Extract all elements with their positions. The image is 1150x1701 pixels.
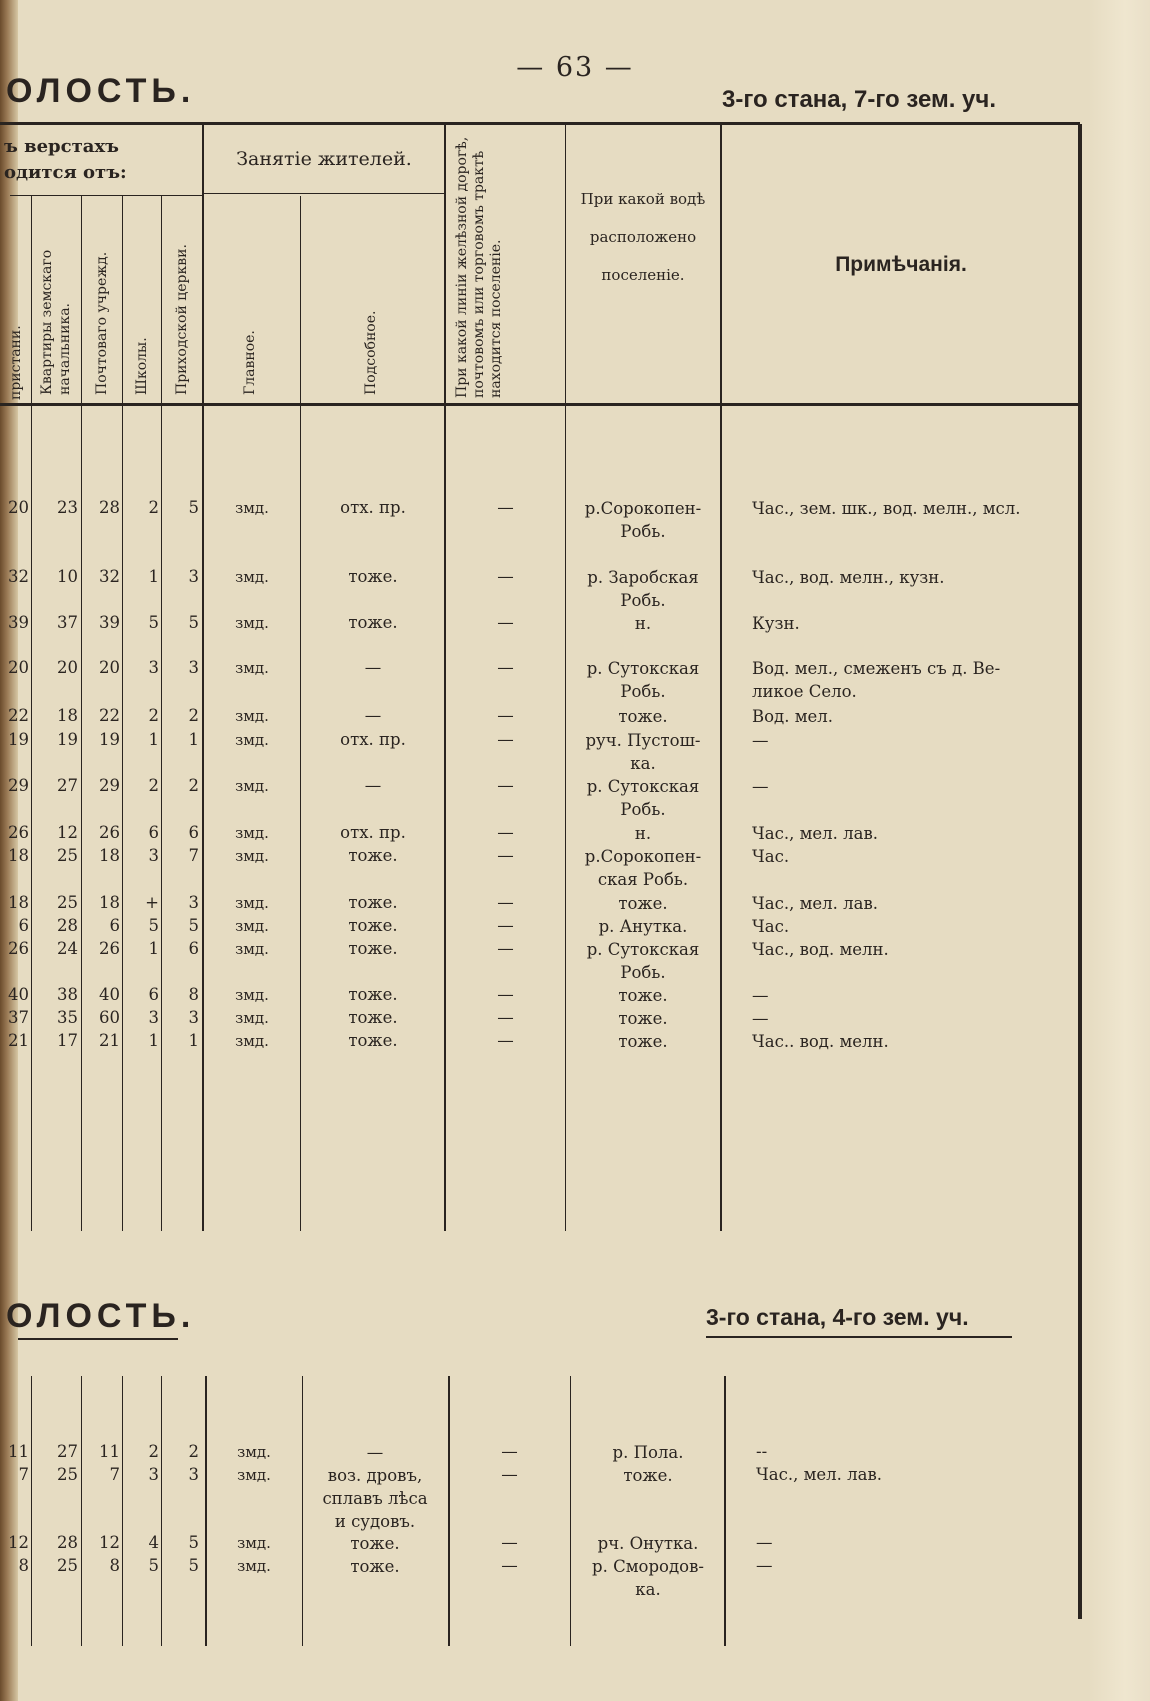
table-cell-c: 26 [99,823,120,842]
table-cell-e: 5 [188,916,199,935]
table-cell-j: — [752,986,769,1005]
table-cell-i: р. Сутокская Робь. [586,659,700,701]
table-cell-a: 26 [8,939,29,958]
table-cell-a: 11 [8,1442,29,1461]
table-cell-c: 11 [99,1442,120,1461]
table-cell-b: 27 [57,1442,78,1461]
table-cell-b: 35 [57,1008,78,1027]
table-cell-h: — [497,985,514,1004]
table-cell-e: 3 [188,1008,199,1027]
distance-group-header: ъ верстахъ одится отъ: [4,136,127,183]
occupation-underline [204,193,444,194]
col-cerkov-header: Приходской церкви. [174,244,190,395]
table-cell-c: 8 [109,1556,120,1575]
table-cell-b: 27 [57,776,78,795]
table-cell-j: — [752,1009,769,1028]
table-cell-f: змд. [235,986,269,1004]
table-cell-d: 3 [148,846,159,865]
volost-title: ОЛОСТЬ. [6,72,196,110]
page-edge [1088,0,1150,1701]
column-divider [444,124,446,1231]
table-cell-i: тоже. [618,986,668,1005]
table-cell-e: 5 [188,498,199,517]
table-cell-d: 2 [148,706,159,725]
table-cell-i: тоже. [618,707,668,726]
table-cell-f: змд. [235,659,269,677]
col-kvartira-header: Квартиры земскаго начальника. [39,249,73,395]
table-cell-i: р. Анутка. [598,917,688,936]
table-cell-e: 2 [188,706,199,725]
column-divider [300,196,301,1231]
table-cell-h: — [501,1556,518,1575]
header-bottom-border [0,403,1080,406]
table-cell-j: Час., вод. мелн. [752,940,889,959]
col-pochta-header: Почтоваго учрежд. [94,251,110,395]
table-cell-d: 1 [148,567,159,586]
column-divider [31,1376,32,1646]
column-divider [81,1376,82,1646]
table-cell-f: змд. [235,568,269,586]
table-cell-g: — [364,706,382,725]
table-cell-i: р. Сутокская Робь. [586,940,700,982]
column-divider [161,196,162,1231]
table-cell-c: 18 [99,846,120,865]
table-cell-b: 12 [57,823,78,842]
table-cell-g: — [364,658,382,677]
table-cell-d: 6 [148,985,159,1004]
table-cell-h: — [497,939,514,958]
table-cell-a: 29 [8,776,29,795]
table-cell-c: 28 [99,498,120,517]
table-cell-e: 3 [188,567,199,586]
volost-title-2: ОЛОСТЬ. [6,1297,196,1335]
table-cell-i: тоже. [618,894,668,913]
table-cell-a: 8 [18,1556,29,1575]
table-cell-i: р. Смородов- ка. [592,1557,704,1599]
table-cell-f: змд. [235,707,269,725]
stan-underline-2 [706,1336,1012,1338]
table-cell-f: змд. [235,777,269,795]
table-cell-f: змд. [237,1557,271,1575]
table-cell-e: 3 [188,893,199,912]
table-cell-e: 1 [188,1031,199,1050]
table-cell-h: — [497,498,514,517]
table-cell-d: 5 [148,613,159,632]
table-cell-e: 3 [188,658,199,677]
column-divider [161,1376,162,1646]
table-cell-i: рч. Онутка. [597,1534,699,1553]
column-divider [122,1376,123,1646]
table-cell-j: Вод. мел. [752,707,834,726]
table-cell-e: 5 [188,1533,199,1552]
column-divider [31,196,32,1231]
table-cell-b: 25 [57,893,78,912]
col-pristan-header: пристани. [8,325,24,400]
table-cell-i: н. [634,824,652,843]
table-cell-j: Час., мел. лав. [752,824,878,843]
table-cell-c: 26 [99,939,120,958]
table-cell-e: 5 [188,613,199,632]
table-cell-c: 22 [99,706,120,725]
table-cell-g: тоже. [348,1031,398,1050]
table-cell-a: 32 [8,567,29,586]
table-cell-c: 19 [99,730,120,749]
page-number: — 63 — [516,52,634,83]
table-cell-g: — [366,1443,384,1462]
column-divider [570,1376,571,1646]
table-cell-h: — [497,916,514,935]
table-cell-h: — [497,613,514,632]
col-shkoly-header: Школы. [134,337,150,395]
column-divider [565,124,566,1231]
column-divider [122,196,123,1231]
table-cell-f: змд. [235,847,269,865]
table-cell-j: -- [756,1442,768,1461]
table-cell-g: воз. дровъ, сплавъ лѣса и судовъ. [322,1466,428,1531]
table-cell-d: 6 [148,823,159,842]
table-cell-h: — [497,567,514,586]
table-cell-g: тоже. [348,846,398,865]
table-cell-e: 1 [188,730,199,749]
table-cell-f: змд. [235,917,269,935]
table-cell-d: 1 [148,730,159,749]
table-cell-i: р. Заробская Робь. [587,568,699,610]
table-cell-c: 20 [99,658,120,677]
table-cell-a: 37 [8,1008,29,1027]
table-cell-a: 18 [8,893,29,912]
table-cell-f: змд. [235,499,269,517]
stan-title: 3-го стана, 7-го зем. уч. [722,86,997,113]
table-cell-h: — [497,658,514,677]
table-cell-a: 21 [8,1031,29,1050]
table-cell-f: змд. [235,1009,269,1027]
table-cell-d: 1 [148,939,159,958]
table-cell-d: 3 [148,658,159,677]
table-cell-i: н. [634,614,652,633]
table-cell-a: 7 [18,1465,29,1484]
table-cell-g: тоже. [348,985,398,1004]
table-cell-g: тоже. [348,893,398,912]
table-cell-f: змд. [235,731,269,749]
table-cell-f: змд. [235,614,269,632]
table-cell-b: 23 [57,498,78,517]
table-cell-c: 40 [99,985,120,1004]
table-cell-h: — [497,823,514,842]
table-cell-f: змд. [237,1443,271,1461]
col-podsobnoe-header: Подсобное. [363,310,379,395]
table-cell-b: 28 [57,1533,78,1552]
column-divider [81,196,82,1231]
table-cell-g: тоже. [350,1534,400,1553]
table-cell-d: 2 [148,1442,159,1461]
table-cell-a: 20 [8,658,29,677]
table-cell-h: — [497,776,514,795]
table-cell-d: 5 [148,916,159,935]
table-cell-c: 6 [109,916,120,935]
table-cell-c: 18 [99,893,120,912]
table-cell-g: тоже. [348,939,398,958]
table-cell-g: отх. пр. [340,730,406,749]
table-cell-b: 18 [57,706,78,725]
table-cell-i: р.Сорокопен- ская Робь. [584,847,702,889]
table-cell-j: — [756,1533,773,1552]
table-cell-a: 18 [8,846,29,865]
table-cell-g: отх. пр. [340,498,406,517]
table-cell-e: 6 [188,823,199,842]
col-notes-header: Примѣчанія. [835,253,967,276]
table-cell-c: 12 [99,1533,120,1552]
table-cell-e: 2 [188,1442,199,1461]
table-cell-f: змд. [235,1032,269,1050]
table-cell-h: — [497,1008,514,1027]
distance-underline [10,195,202,196]
table-cell-g: тоже. [348,916,398,935]
table-cell-c: 39 [99,613,120,632]
table-cell-e: 2 [188,776,199,795]
table-cell-b: 28 [57,916,78,935]
column-divider [302,1376,303,1646]
table-cell-g: тоже. [348,613,398,632]
column-divider [205,1376,207,1646]
col-glavnoe-header: Главное. [242,330,258,395]
table-cell-c: 60 [99,1008,120,1027]
stan-title-2: 3-го стана, 4-го зем. уч. [706,1304,969,1330]
table-cell-f: змд. [235,894,269,912]
table-cell-c: 29 [99,776,120,795]
table-cell-i: тоже. [618,1009,668,1028]
table-cell-g: отх. пр. [340,823,406,842]
table-cell-b: 25 [57,1465,78,1484]
table-cell-i: тоже. [623,1466,673,1485]
table-cell-g: тоже. [348,567,398,586]
table-cell-d: 2 [148,776,159,795]
table-cell-f: змд. [237,1466,271,1484]
table-cell-b: 20 [57,658,78,677]
table-cell-a: 6 [18,916,29,935]
col-water-header: При какой водѣ расположено поселеніе. [580,190,706,284]
col-railway-header: При какой линіи желѣзной дорогѣ, почтовомъ или торговомъ трактѣ находится поселеніе. [454,136,504,398]
table-cell-h: — [497,846,514,865]
table-cell-b: 17 [57,1031,78,1050]
table-cell-f: змд. [235,940,269,958]
table-cell-h: — [497,1031,514,1050]
table-cell-h: — [501,1442,518,1461]
table-cell-j: Час., мел. лав. [752,894,878,913]
table-right-border [1078,124,1082,1619]
table-cell-b: 25 [57,846,78,865]
table-cell-a: 22 [8,706,29,725]
table-cell-e: 7 [188,846,199,865]
table-cell-d: + [145,893,159,912]
table-cell-j: Вод. мел., смеженъ съ д. Ве- ликое Село. [752,659,1001,701]
table-cell-h: — [497,893,514,912]
table-cell-j: Час., мел. лав. [756,1465,882,1484]
table-cell-g: — [364,776,382,795]
table-cell-d: 5 [148,1556,159,1575]
table-cell-d: 4 [148,1533,159,1552]
table-cell-i: тоже. [618,1032,668,1051]
table-cell-i: р. Сутокская Робь. [586,777,700,819]
table-cell-d: 3 [148,1465,159,1484]
table-cell-d: 1 [148,1031,159,1050]
table-cell-b: 25 [57,1556,78,1575]
table-cell-e: 6 [188,939,199,958]
table-cell-j: Час. [752,917,790,936]
table-cell-i: р.Сорокопен- Робь. [584,499,702,541]
table-cell-j: Кузн. [752,614,800,633]
table-cell-e: 5 [188,1556,199,1575]
table-cell-h: — [497,730,514,749]
table-cell-j: Час.. вод. мелн. [752,1032,889,1051]
table-cell-j: Час. [752,847,790,866]
table-cell-g: тоже. [350,1557,400,1576]
table-cell-a: 39 [8,613,29,632]
table-cell-f: змд. [235,824,269,842]
table-cell-b: 10 [57,567,78,586]
table-cell-c: 21 [99,1031,120,1050]
table-cell-b: 38 [57,985,78,1004]
column-divider [724,1376,726,1646]
table-cell-e: 3 [188,1465,199,1484]
table-cell-a: 20 [8,498,29,517]
table-cell-a: 12 [8,1533,29,1552]
column-divider [202,124,204,1231]
table-cell-d: 2 [148,498,159,517]
table-cell-b: 37 [57,613,78,632]
table-cell-h: — [497,706,514,725]
table-cell-a: 40 [8,985,29,1004]
table-cell-g: тоже. [348,1008,398,1027]
table-cell-c: 32 [99,567,120,586]
table-cell-f: змд. [237,1534,271,1552]
occupation-group-header: Занятіе жителей. [236,148,412,170]
table-top-border [0,122,1080,125]
column-divider [448,1376,450,1646]
table-cell-a: 19 [8,730,29,749]
table-cell-a: 26 [8,823,29,842]
table-cell-i: руч. Пустош- ка. [585,731,701,773]
column-divider [720,124,722,1231]
table-cell-j: Час., зем. шк., вод. мелн., мсл. [752,499,1021,518]
table-cell-j: Час., вод. мелн., кузн. [752,568,945,587]
table-cell-b: 19 [57,730,78,749]
table-cell-h: — [501,1465,518,1484]
table-cell-b: 24 [57,939,78,958]
table-cell-j: — [752,777,769,796]
table-cell-d: 3 [148,1008,159,1027]
table-cell-i: р. Пола. [612,1443,684,1462]
table-cell-j: — [752,731,769,750]
table-cell-e: 8 [188,985,199,1004]
volost-underline-2 [18,1338,178,1340]
table-cell-h: — [501,1533,518,1552]
table-cell-j: — [756,1556,773,1575]
table-cell-c: 7 [109,1465,120,1484]
